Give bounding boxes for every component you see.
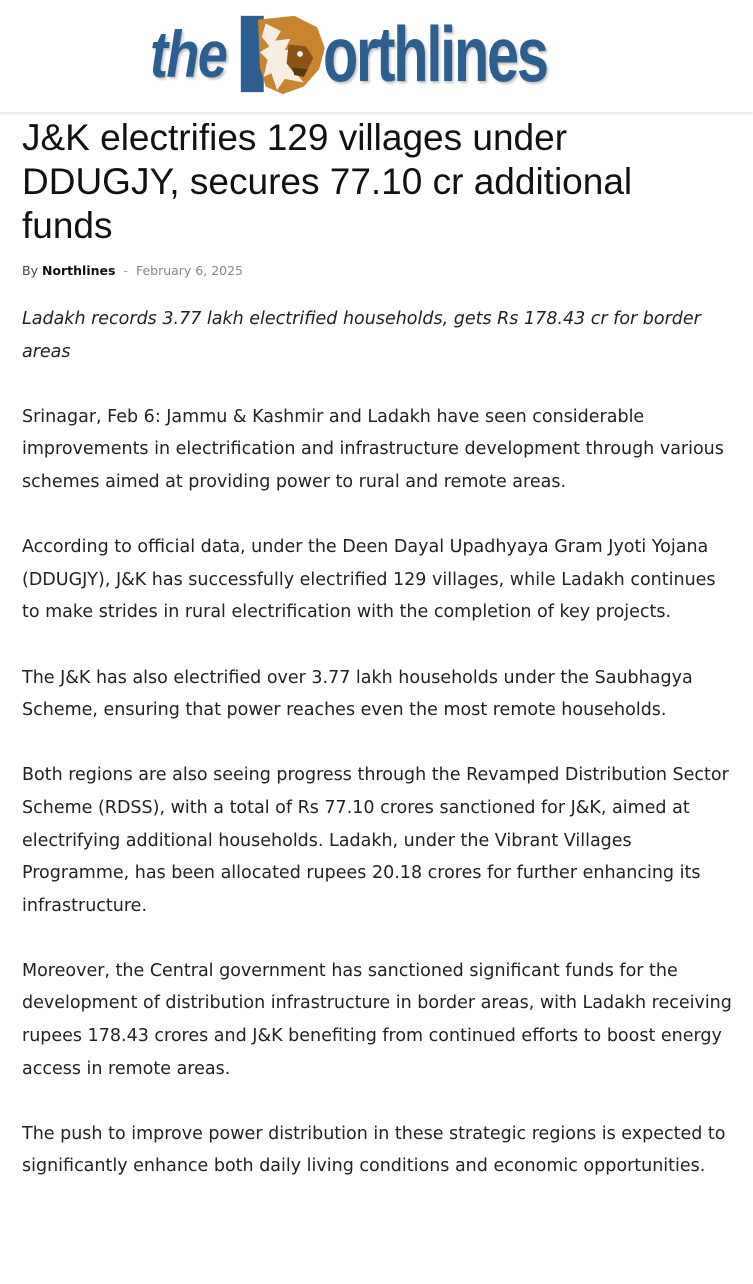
article-paragraph-6: The push to improve power distribution in these strategic regions is expected to significantly enhance both daily living conditions and economic opportunities. bbox=[22, 1123, 726, 1177]
meta-separator: - bbox=[123, 263, 128, 278]
lion-head-icon bbox=[237, 8, 329, 100]
author-link[interactable]: Northlines bbox=[41, 263, 116, 278]
article-paragraph-5: Moreover, the Central government has sanctioned significant funds for the development of distribution infrastructure in border areas, with Ladakh receiving rupees 178.43 crores and J&K benefiting from continued efforts to boost energy access in remote areas. bbox=[22, 960, 732, 1079]
logo-word-text: orthlines bbox=[322, 10, 547, 98]
article-paragraph-1: Srinagar, Feb 6: Jammu & Kashmir and Ladakh have seen considerable improvements in electrification and infrastructure development through various schemes aimed at providing power to rural and remote areas. bbox=[22, 406, 724, 492]
by-label: By bbox=[22, 263, 38, 278]
site-logo[interactable] bbox=[150, 6, 625, 102]
article-title: J&K electrifies 129 villages under DDUGJY, secures 77.10 cr additional funds bbox=[22, 117, 633, 246]
article-paragraph-2: According to official data, under the Deen Dayal Upadhyaya Gram Jyoti Yojana (DDUGJY), J&K has successfully electrified 129 villages, while Ladakh continues to make strides in rural electrification with the completion of key projects. bbox=[22, 537, 716, 623]
publish-date: February 6, 2025 bbox=[135, 263, 244, 278]
logo-the-text: the bbox=[150, 17, 227, 91]
article-lede: Ladakh records 3.77 lakh electrified households, gets Rs 178.43 cr for border areas bbox=[22, 309, 701, 362]
site-header bbox=[0, 0, 753, 112]
article-meta bbox=[22, 262, 243, 280]
article-body bbox=[22, 303, 737, 1183]
article-paragraph-4: Both regions are also seeing progress through the Revamped Distribution Sector Scheme (RDSS), with a total of Rs 77.10 crores sanctioned for J&K, aimed at electrifying additional households. Ladakh, under the Vibrant Villages Programme, has been allocated rupees 20.18 crores for further enhancing its infrastructure. bbox=[22, 765, 729, 916]
article-paragraph-3: The J&K has also electrified over 3.77 lakh households under the Saubhagya Scheme, ensuring that power reaches even the most remote households. bbox=[22, 667, 693, 721]
